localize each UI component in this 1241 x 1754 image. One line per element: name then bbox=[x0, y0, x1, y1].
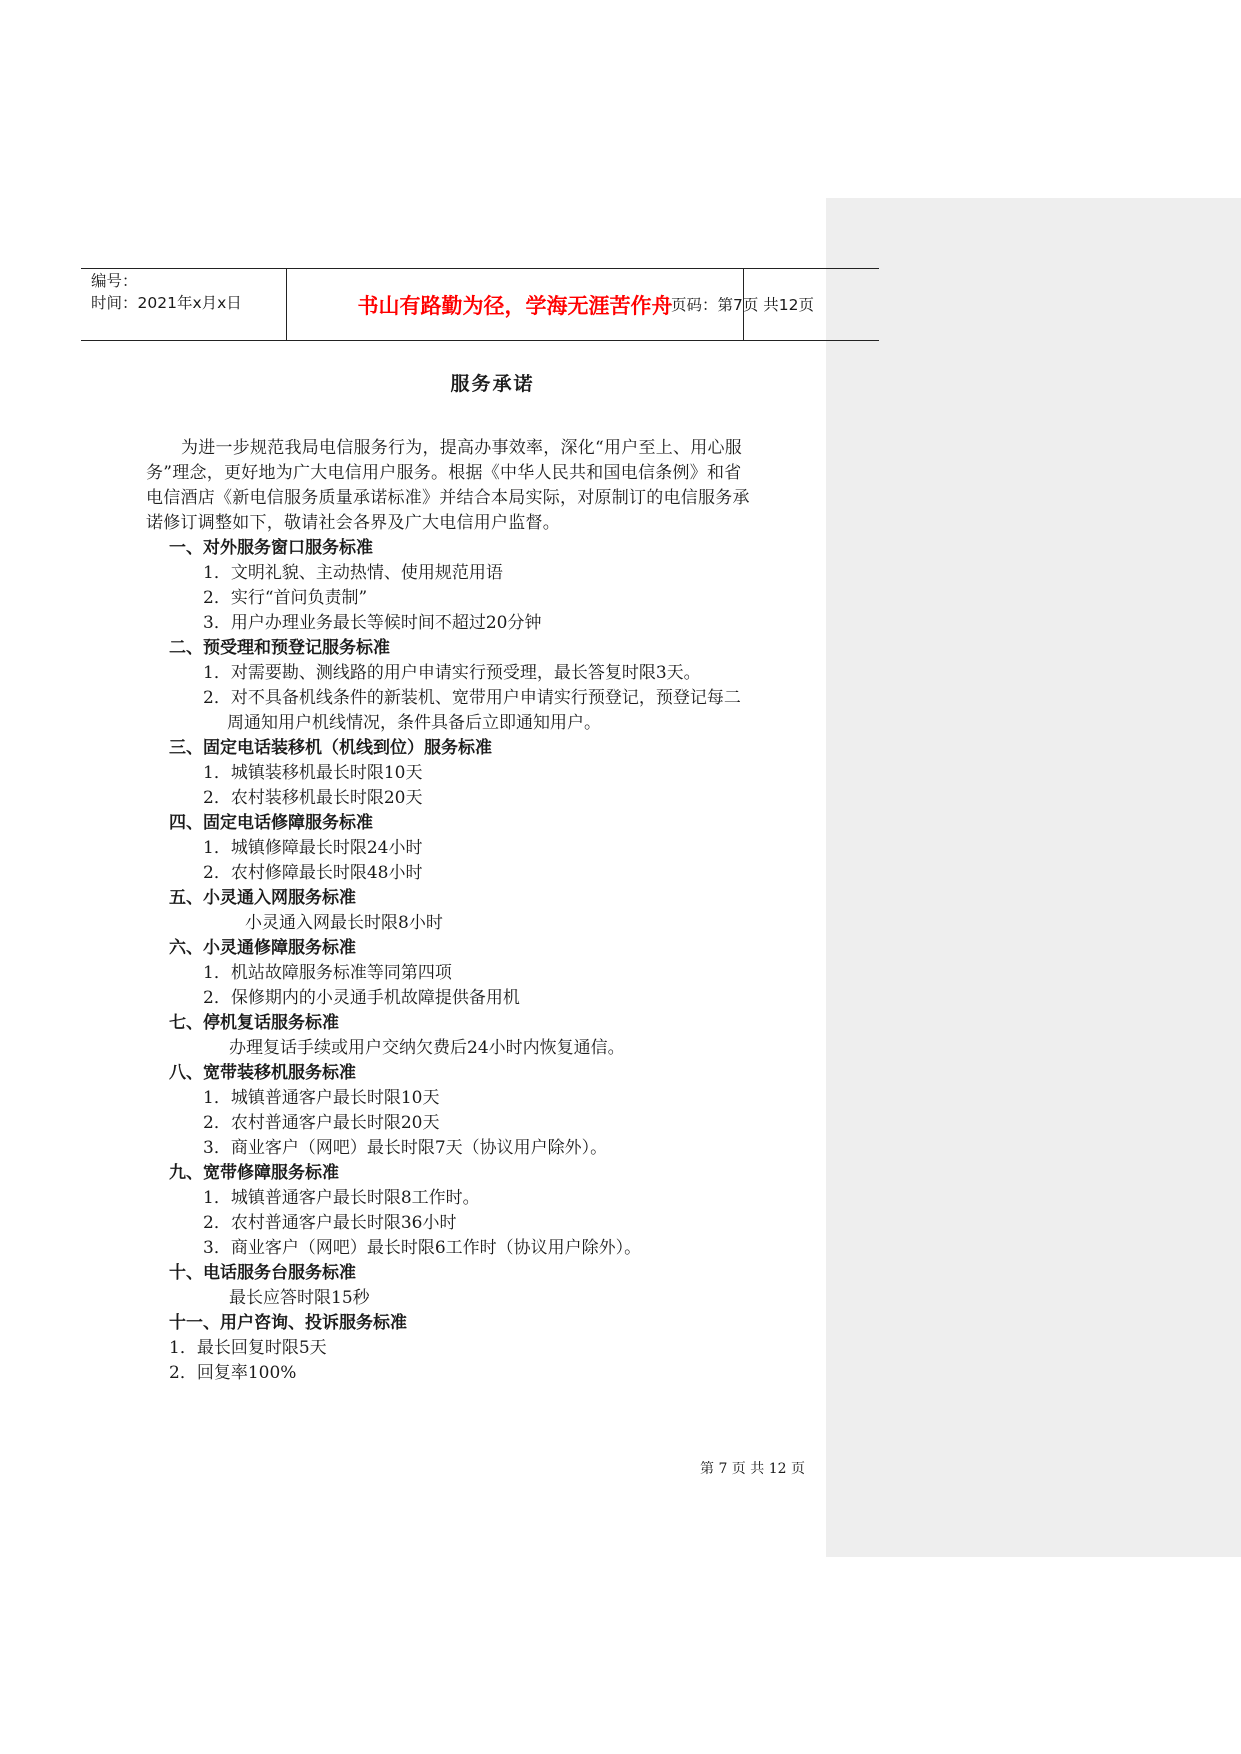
header-left-cell bbox=[91, 269, 291, 340]
list-item: 小灵通入网最长时限8小时 bbox=[245, 913, 443, 933]
section-heading: 八、宽带装移机服务标准 bbox=[169, 1063, 356, 1083]
list-item: 2．对不具备机线条件的新装机、宽带用户申请实行预登记，预登记每二 bbox=[203, 688, 741, 708]
section-heading: 二、预受理和预登记服务标准 bbox=[169, 638, 390, 658]
list-item: 1．机站故障服务标准等同第四项 bbox=[203, 963, 452, 983]
list-item: 3．用户办理业务最长等候时间不超过20分钟 bbox=[203, 613, 542, 633]
list-item: 办理复话手续或用户交纳欠费后24小时内恢复通信。 bbox=[229, 1038, 625, 1058]
list-item: 1．对需要勘、测线路的用户申请实行预受理，最长答复时限3天。 bbox=[203, 663, 701, 683]
list-item: 1．城镇装移机最长时限10天 bbox=[203, 763, 423, 783]
number-label: 编号： bbox=[91, 272, 138, 290]
section-heading: 六、小灵通修障服务标准 bbox=[169, 938, 356, 958]
list-item: 周通知用户机线情况，条件具备后立即通知用户。 bbox=[227, 713, 601, 733]
motto: 书山有路勤为径，学海无涯苦作舟 bbox=[286, 269, 744, 340]
list-item: 2．农村普通客户最长时限20天 bbox=[203, 1113, 440, 1133]
intro-line: 为进一步规范我局电信服务行为，提高办事效率，深化“用户至上、用心服 bbox=[181, 438, 742, 458]
list-item: 3．商业客户（网吧）最长时限6工作时（协议用户除外）。 bbox=[203, 1238, 642, 1258]
list-item: 1．最长回复时限5天 bbox=[169, 1338, 327, 1358]
list-item: 1．城镇修障最长时限24小时 bbox=[203, 838, 423, 858]
list-item: 1．城镇普通客户最长时限10天 bbox=[203, 1088, 440, 1108]
list-item: 2．农村普通客户最长时限36小时 bbox=[203, 1213, 457, 1233]
list-item: 2．回复率100% bbox=[169, 1363, 297, 1383]
section-heading: 七、停机复话服务标准 bbox=[169, 1013, 339, 1033]
section-heading: 三、固定电话装移机（机线到位）服务标准 bbox=[169, 738, 492, 758]
page-footer: 第 7 页 共 12 页 bbox=[700, 1461, 805, 1477]
list-item: 2．实行“首问负责制” bbox=[203, 588, 368, 608]
list-item: 1．城镇普通客户最长时限8工作时。 bbox=[203, 1188, 480, 1208]
list-item: 1．文明礼貌、主动热情、使用规范用语 bbox=[203, 563, 503, 583]
intro-line: 务”理念，更好地为广大电信用户服务。根据《中华人民共和国电信条例》和省 bbox=[146, 463, 742, 483]
section-heading: 九、宽带修障服务标准 bbox=[169, 1163, 339, 1183]
section-heading: 四、固定电话修障服务标准 bbox=[169, 813, 373, 833]
list-item: 2．农村修障最长时限48小时 bbox=[203, 863, 423, 883]
section-heading: 一、对外服务窗口服务标准 bbox=[169, 538, 373, 558]
list-item: 2．农村装移机最长时限20天 bbox=[203, 788, 423, 808]
page-title: 服务承诺 bbox=[450, 373, 535, 395]
document-header bbox=[81, 268, 879, 341]
section-heading: 十、电话服务台服务标准 bbox=[169, 1263, 356, 1283]
page-info: 页码：第7页 共12页 bbox=[671, 296, 815, 314]
time-label: 时间：2021年x月x日 bbox=[91, 294, 242, 312]
comment-pane bbox=[826, 198, 1241, 1557]
intro-line: 电信酒店《新电信服务质量承诺标准》并结合本局实际，对原制订的电信服务承 bbox=[146, 488, 750, 508]
list-item: 2．保修期内的小灵通手机故障提供备用机 bbox=[203, 988, 520, 1008]
list-item: 最长应答时限15秒 bbox=[229, 1288, 370, 1308]
section-heading: 十一、用户咨询、投诉服务标准 bbox=[169, 1313, 407, 1333]
intro-line: 诺修订调整如下，敬请社会各界及广大电信用户监督。 bbox=[146, 513, 560, 533]
list-item: 3．商业客户（网吧）最长时限7天（协议用户除外）。 bbox=[203, 1138, 608, 1158]
section-heading: 五、小灵通入网服务标准 bbox=[169, 888, 356, 908]
